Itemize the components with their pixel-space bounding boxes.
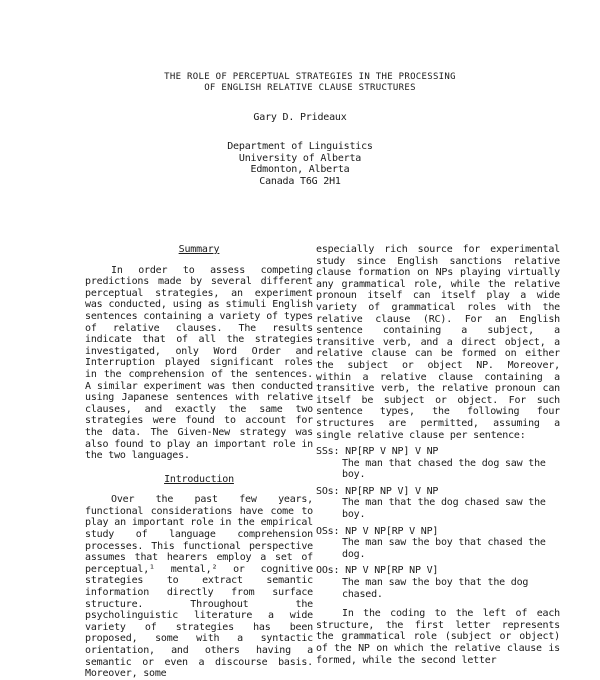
summary-heading: Summary	[178, 244, 220, 255]
body-paragraph-2: In the coding to the left of each structure, the first letter represents the grammatical role (subject or object) of the NP on which the relative clause is formed, while the second letter	[316, 608, 560, 666]
author-name: Gary D. Prideaux	[253, 112, 347, 123]
structure-pattern: NP V NP[RP V NP]	[345, 525, 439, 537]
right-column	[316, 244, 560, 666]
structure-example: The man that chased the dog saw the boy.	[342, 457, 546, 481]
title-line-1: THE ROLE OF PERCEPTUAL STRATEGIES IN THE PROCESSING	[164, 72, 456, 82]
structure-soS: SOs: NP[RP NP V] V NP The man that the dog chased saw the boy.	[316, 486, 560, 521]
structure-ssS: SSs: NP[RP V NP] V NP The man that chased the dog saw the boy.	[316, 446, 560, 481]
title-line-2: OF ENGLISH RELATIVE CLAUSE STRUCTURES	[204, 83, 416, 93]
structure-example: The man saw the boy that the dog chased.	[342, 577, 529, 600]
structure-example: The man saw the boy that chased the dog.	[342, 537, 546, 560]
affiliation-postal: Canada T6G 2H1	[259, 175, 341, 187]
structure-code: OOs	[316, 565, 334, 577]
structure-osS: OSs: NP V NP[RP V NP] The man saw the boy that chased the dog.	[316, 526, 560, 561]
affiliation-block	[0, 141, 600, 187]
structure-code: OSs	[316, 525, 334, 537]
introduction-heading: Introduction	[164, 473, 234, 485]
structure-example: The man that the dog chased saw the boy.	[342, 497, 546, 521]
left-column	[85, 244, 313, 680]
structure-code: SOs	[316, 485, 334, 497]
structure-pattern: NP V NP[RP NP V]	[345, 565, 439, 577]
summary-paragraph: In order to assess competing predictions made by several different perceptual strategies, an experiment was conducted, using as stimuli English sentences containing a variety of types of relative clauses. The results indicate that of all the strategies investigated, only Word Order and Interruption played significant roles in the comprehension of the sentences. A similar experiment was then conducted using Japanese sentences with relative clauses, and exactly the same two strategies were found to account for the data. The Given-New strategy was also found to play an important role in the two languages.	[85, 264, 313, 462]
paper-title	[120, 72, 500, 94]
affiliation-university: University of Alberta	[238, 152, 362, 164]
affiliation-city: Edmonton, Alberta	[250, 164, 350, 175]
body-paragraph-1: especially rich source for experimental study since English sanctions relative clause formation on NPs playing virtually any grammatical role, while the relative pronoun itself can itself play a wide variety of grammatical roles with the relative clause (RC). For an English sentence containing a subject, a transitive verb, and a direct object, a relative clause can be formed on either the subject or object NP. Moreover, within a relative clause containing a transitive verb, the relative pronoun can itself be subject or object. For such sentence types, the following four structures are permitted, assuming a single relative clause per sentence:	[316, 244, 560, 441]
structure-code: SSs	[316, 446, 334, 458]
structure-ooS: OOs: NP V NP[RP NP V] The man saw the boy that the dog chased.	[316, 565, 560, 600]
affiliation-department: Department of Linguistics	[227, 141, 373, 152]
introduction-paragraph: Over the past few years, functional considerations have come to play an important role in the empirical study of language comprehension processes. This functional perspective assumes that hearers employ a set of perceptual,¹ mental,² or cognitive strategies to extract semantic information directly from surface structure. Throughout the psycholinguistic literature a wide variety of strategies has been proposed, some with a syntactic orientation, and others having a semantic or even a discourse basis. Moreover, some	[85, 494, 313, 680]
structure-pattern: NP[RP NP V] V NP	[345, 485, 439, 497]
structure-pattern: NP[RP V NP] V NP	[345, 446, 439, 458]
